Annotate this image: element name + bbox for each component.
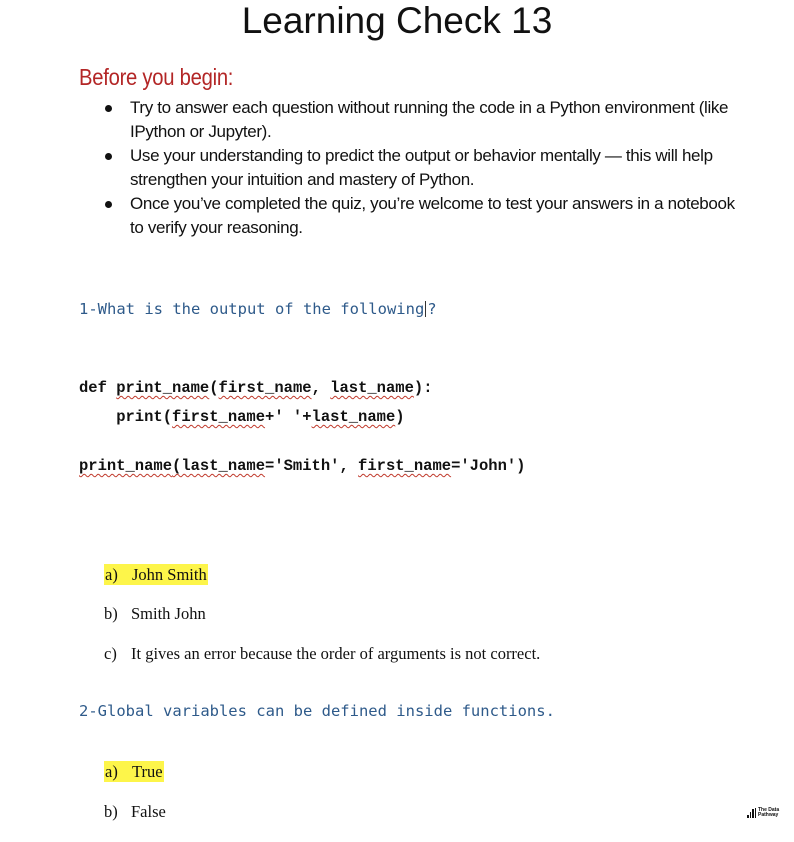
before-you-begin-heading: Before you begin: <box>79 64 234 90</box>
q1-option-a: a) John Smith <box>105 565 207 584</box>
logo-line-1: The Data <box>758 807 780 813</box>
q2-option-a: a) True <box>105 762 163 781</box>
code-line-2: print(first_name+' '+last_name) <box>79 408 405 426</box>
bar-chart-icon <box>747 808 756 818</box>
bullet-icon <box>105 105 112 112</box>
code-line-1: def print_name(first_name, last_name): <box>79 379 433 397</box>
instruction-text: Use your understanding to predict the output or behavior mentally — this will help strengthen your intuition and mastery of Python. <box>130 146 713 189</box>
page-title: Learning Check 13 <box>241 0 553 41</box>
instruction-item <box>0 144 750 191</box>
question-2: 2-Global variables can be defined inside functions. <box>79 702 555 720</box>
bullet-icon <box>105 201 112 208</box>
instruction-text: Try to answer each question without running the code in a Python environment (like IPython or Jupyter). <box>130 98 729 141</box>
question-1-mark: ? <box>427 300 437 318</box>
question-1 <box>79 300 437 318</box>
q1-option-c: c) It gives an error because the order of arguments is not correct. <box>104 644 541 663</box>
instruction-item <box>0 192 750 239</box>
question-1-text: 1-What is the output of the following <box>79 300 425 318</box>
q2-option-b: b) False <box>104 802 166 821</box>
data-pathway-logo <box>747 808 779 818</box>
instruction-item <box>0 96 750 143</box>
logo-line-2: Pathway <box>758 812 779 818</box>
q1-option-b: b) Smith John <box>104 604 206 623</box>
instruction-text: Once you’ve completed the quiz, you’re welcome to test your answers in a notebook to verify your reasoning. <box>130 194 735 237</box>
code-line-3: print_name(last_name='Smith', first_name='John') <box>79 457 526 475</box>
bullet-icon <box>105 153 112 160</box>
instruction-list <box>0 96 750 240</box>
